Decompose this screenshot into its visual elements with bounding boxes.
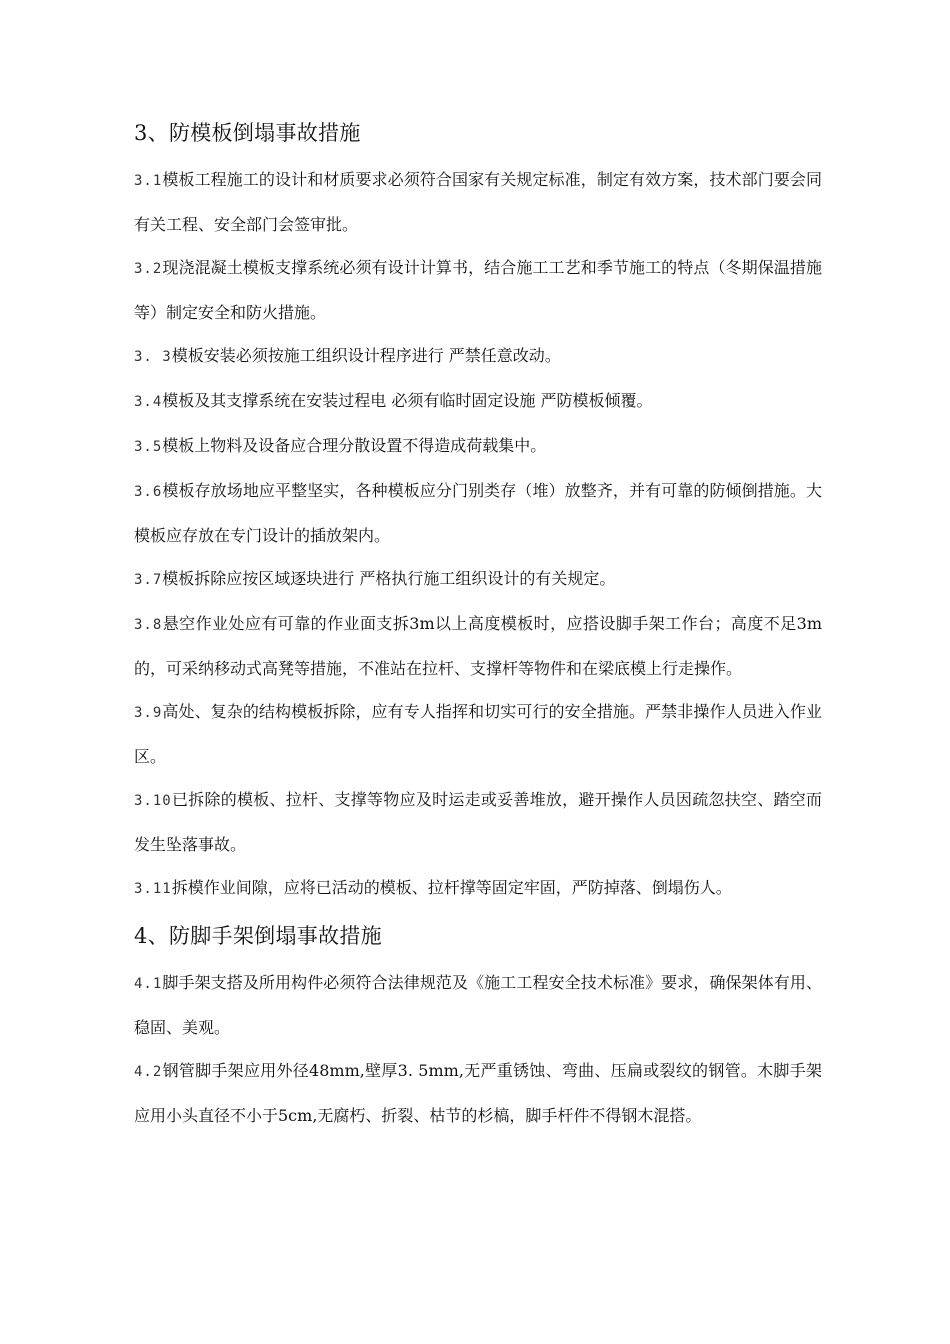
paragraph-3-9 — [134, 690, 822, 778]
paragraph-3-6 — [134, 469, 822, 557]
paragraph-3-4 — [134, 379, 822, 424]
item-text: 悬空作业处应有可靠的作业面支拆3m以上高度模板时，应搭设脚手架工作台；高度不足3m的，可采纳移动式高凳等措施，不准站在拉杆、支撑杆等物件和在梁底模上行走操作。 — [134, 614, 822, 678]
item-number: 3.7 — [134, 572, 163, 588]
item-text: 模板存放场地应平整坚实，各种模板应分门别类存（堆）放整齐，并有可靠的防倾倒措施。大模板应存放在专门设计的插放架内。 — [134, 481, 822, 545]
section-heading-3: 3、防模板倒塌事故措施 — [134, 121, 361, 145]
item-number: 4.1 — [134, 976, 163, 992]
paragraph-3-3 — [134, 334, 822, 379]
paragraph-3-8 — [134, 602, 822, 690]
paragraph-4-2 — [134, 1049, 822, 1137]
item-number: 3.10 — [134, 793, 172, 809]
item-number: 3.1 — [134, 173, 163, 189]
item-text: 钢管脚手架应用外径48mm,壁厚3. 5mm,无严重锈蚀、弯曲、压扁或裂纹的钢管。木脚手架应用小头直径不小于5cm,无腐朽、折裂、枯节的杉槁，脚手杆件不得钢木混搭。 — [134, 1061, 822, 1125]
item-text: 模板拆除应按区域逐块进行 严格执行施工组织设计的有关规定。 — [162, 569, 616, 588]
section-heading-4: 4、防脚手架倒塌事故措施 — [134, 924, 382, 948]
item-text: 已拆除的模板、拉杆、支撑等物应及时运走或妥善堆放，避开操作人员因疏忽扶空、踏空而发生坠落事故。 — [134, 790, 822, 854]
item-text: 现浇混凝土模板支撑系统必须有设计计算书，结合施工工艺和季节施工的特点（冬期保温措施等）制定安全和防火措施。 — [134, 258, 822, 322]
item-number: 3.5 — [134, 439, 163, 455]
item-text: 拆模作业间隙，应将已活动的模板、拉杆撑等固定牢固，严防掉落、倒塌伤人。 — [171, 878, 732, 897]
item-text: 模板及其支撑系统在安装过程电 必须有临时固定设施 严防模板倾覆。 — [162, 391, 653, 410]
paragraph-3-2 — [134, 246, 822, 334]
item-text: 模板安装必须按施工组织设计程序进行 严禁任意改动。 — [171, 346, 561, 365]
item-number: 3.11 — [134, 881, 172, 897]
paragraph-3-5 — [134, 424, 822, 469]
item-number: 3.8 — [134, 617, 163, 633]
document-body — [134, 118, 822, 1137]
paragraph-3-7 — [134, 557, 822, 602]
paragraph-3-1 — [134, 158, 822, 246]
item-text: 模板上物料及设备应合理分散设置不得造成荷载集中。 — [162, 436, 547, 455]
paragraph-3-10 — [134, 778, 822, 866]
paragraph-3-11 — [134, 866, 822, 911]
item-number: 3.4 — [134, 394, 163, 410]
paragraph-4-1 — [134, 961, 822, 1049]
item-number: 3. 3 — [134, 349, 172, 365]
item-number: 4.2 — [134, 1064, 163, 1080]
item-text: 模板工程施工的设计和材质要求必须符合国家有关规定标准，制定有效方案，技术部门要会同有关工程、安全部门会签审批。 — [134, 170, 822, 234]
item-number: 3.2 — [134, 261, 163, 277]
item-text: 高处、复杂的结构模板拆除，应有专人指挥和切实可行的安全措施。严禁非操作人员进入作业区。 — [134, 702, 822, 766]
item-number: 3.9 — [134, 705, 163, 721]
item-text: 脚手架支搭及所用构件必须符合法律规范及《施工工程安全技术标准》要求，确保架体有用、稳固、美观。 — [134, 973, 822, 1037]
item-number: 3.6 — [134, 484, 163, 500]
